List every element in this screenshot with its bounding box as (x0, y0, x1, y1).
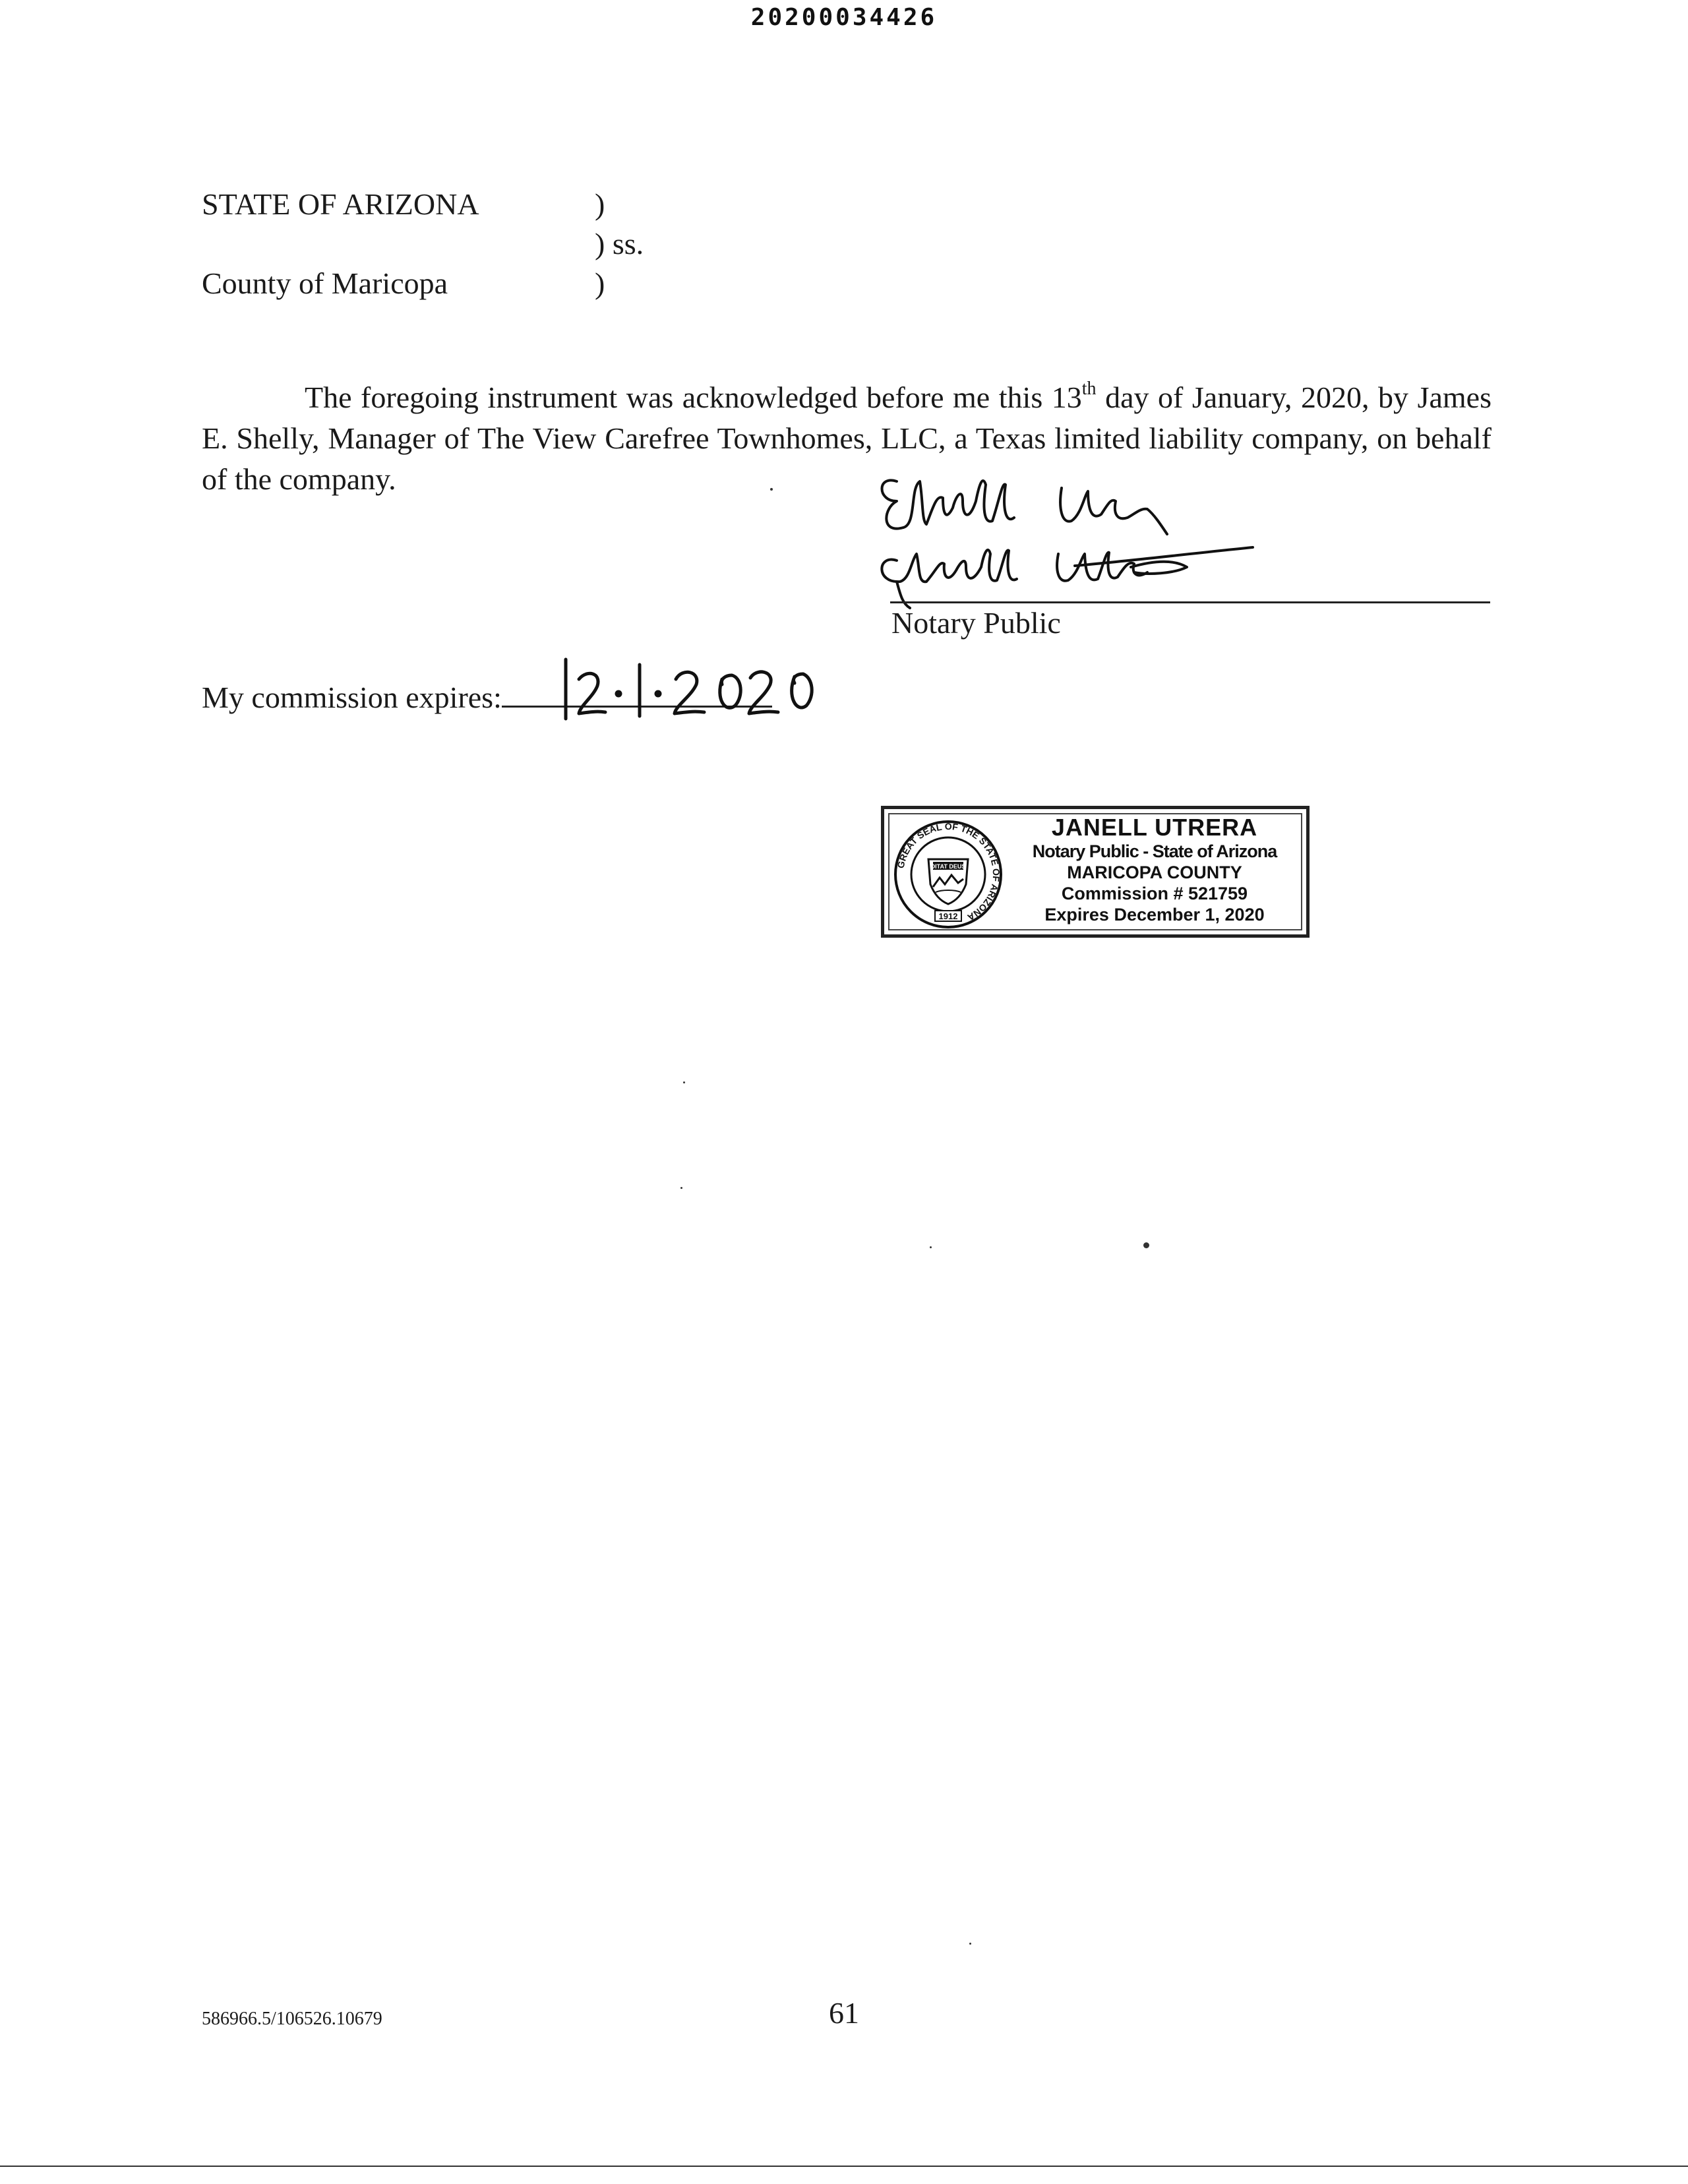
stamp-expiration: Expires December 1, 2020 (1044, 905, 1265, 925)
stamp-county: MARICOPA COUNTY (1067, 863, 1242, 882)
state-seal-icon (892, 818, 1004, 930)
scan-speck (770, 488, 773, 491)
acknowledgment-text-end: day of January, 2020, by James E. Shelly, Manager of The View Carefree Townhomes, LLC, a Texas limited liability company, on behalf of the company. (202, 380, 1492, 496)
venue-paren-top: ) (595, 187, 605, 221)
bottom-scan-rule (0, 2166, 1688, 2167)
acknowledgment-text-start: The foregoing instrument was acknowledged before me this 13 (305, 380, 1082, 414)
venue-county: County of Maricopa (202, 266, 448, 300)
stamp-notary-name: JANELL UTRERA (1051, 814, 1258, 841)
commission-expires-label: My commission expires: (202, 681, 502, 714)
notary-stamp (881, 806, 1310, 938)
ordinal-suffix: th (1081, 379, 1097, 399)
notary-signature-block (857, 462, 1490, 659)
handwritten-expiration-date (541, 653, 818, 725)
page-number: 61 (829, 1996, 859, 2030)
svg-text:GREAT SEAL OF THE STATE OF ARI: GREAT SEAL OF THE STATE OF ARIZONA (895, 820, 1002, 923)
stamp-commission-number: Commission # 521759 (1061, 884, 1248, 903)
scan-speck (930, 1246, 932, 1248)
recording-number: 20200034426 (750, 4, 938, 31)
venue-paren-bottom: ) (595, 266, 605, 300)
venue-state: STATE OF ARIZONA (202, 187, 479, 221)
venue-ss: ) ss. (595, 227, 644, 260)
scan-speck (1143, 1242, 1149, 1248)
svg-text:DITAT DEUS: DITAT DEUS (930, 863, 966, 870)
scan-speck (683, 1081, 685, 1083)
stamp-text-block (1010, 814, 1300, 925)
signature-line (890, 601, 1490, 603)
scan-speck (969, 1943, 971, 1945)
svg-text:1912: 1912 (938, 911, 958, 921)
footer-document-id: 586966.5/106526.10679 (202, 2009, 382, 2029)
notary-public-label: Notary Public (891, 606, 1061, 640)
scan-speck (680, 1187, 682, 1189)
stamp-notary-title: Notary Public - State of Arizona (1032, 841, 1277, 861)
handwritten-signature (870, 462, 1266, 613)
